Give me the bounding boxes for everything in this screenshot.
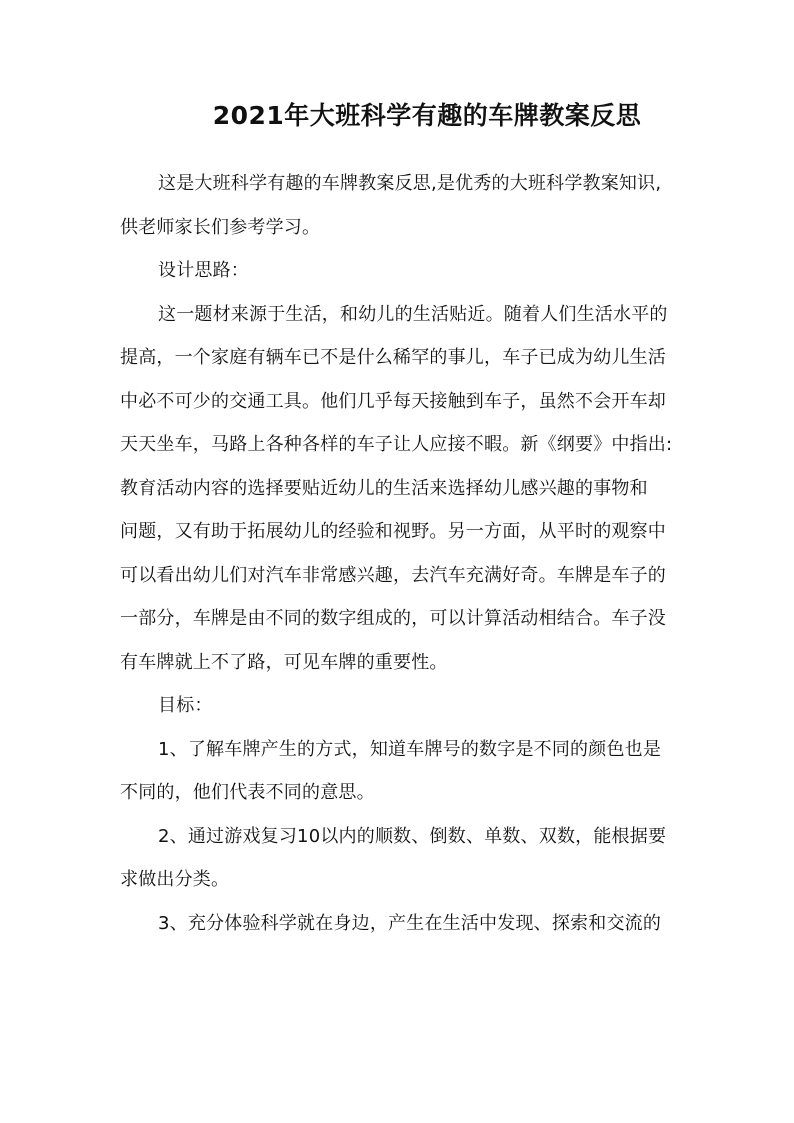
section-heading: 设计思路： [158,260,249,281]
list-item-line: 3、充分体验科学就在身边，产生在生活中发现、探索和交流的 [158,912,662,934]
document-title: 2021年大班科学有趣的车牌教案反思 [212,101,642,130]
paragraph-line: 天天坐车，马路上各种各样的车子让人应接不暇。新《纲要》中指出: [120,434,673,455]
paragraph-line: 这一题材来源于生活，和幼儿的生活贴近。随着人们生活水平的 [158,303,668,325]
paragraph-line: 教育活动内容的选择要贴近幼儿的生活来选择幼儿感兴趣的事物和 [120,477,648,499]
paragraph-line: 提高，一个家庭有辆车已不是什么稀罕的事儿，车子已成为幼儿生活 [120,347,666,368]
paragraph-line: 这是大班科学有趣的车牌教案反思,是优秀的大班科学教案知识, [158,173,662,194]
list-item-line: 求做出分类。 [120,869,230,890]
list-item-line: 1、了解车牌产生的方式，知道车牌号的数字是不同的颜色也是 [158,738,662,760]
paragraph-line: 一部分，车牌是由不同的数字组成的，可以计算活动相结合。车子没 [120,608,666,629]
paragraph-line: 中必不可少的交通工具。他们几乎每天接触到车子，虽然不会开车却 [120,390,666,412]
list-item-line: 2、通过游戏复习10以内的顺数、倒数、单数、双数，能根据要 [158,825,667,847]
list-item-line: 不同的，他们代表不同的意思。 [120,782,375,803]
paragraph-line: 问题，又有助于拓展幼儿的经验和视野。另一方面，从平时的观察中 [120,521,666,542]
paragraph-line: 供老师家长们参考学习。 [120,216,321,238]
paragraph-line: 有车牌就上不了路，可见车牌的重要性。 [120,651,448,673]
document-body [120,162,680,945]
section-heading: 目标： [158,695,213,716]
paragraph-line: 可以看出幼儿们对汽车非常感兴趣，去汽车充满好奇。车牌是车子的 [120,564,666,586]
